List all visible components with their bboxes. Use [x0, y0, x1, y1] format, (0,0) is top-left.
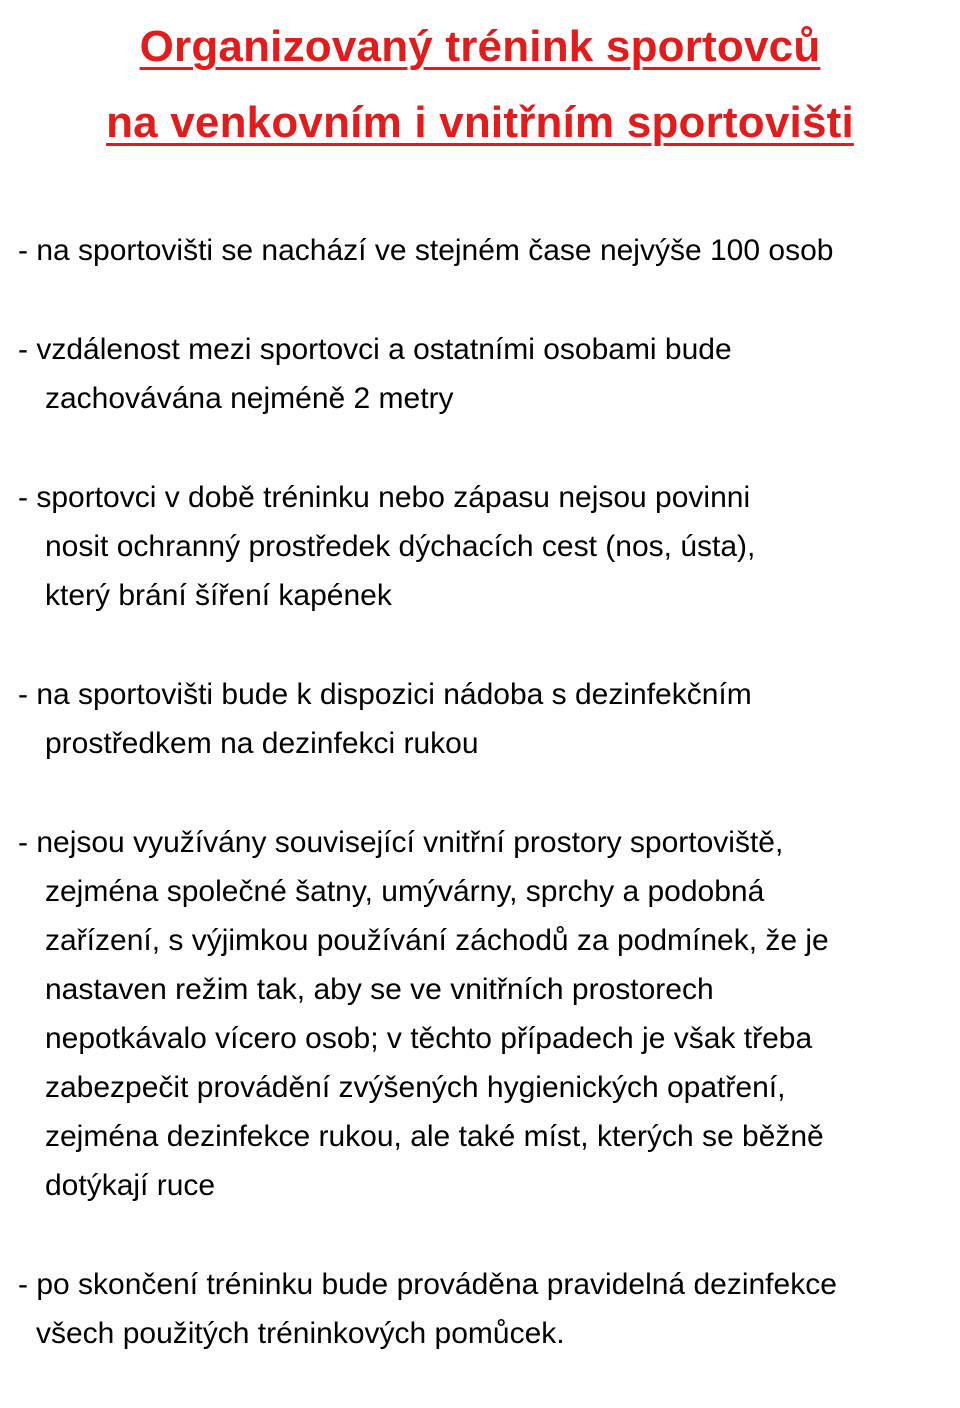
rule-line: zachovávána nejméně 2 metry	[45, 382, 454, 415]
rule-line: zejména dezinfekce rukou, ale také míst, kterých se běžně	[45, 1120, 824, 1153]
rule-line: - nejsou využívány související vnitřní prostory sportoviště,	[18, 826, 784, 859]
rule-item-distance	[18, 325, 958, 423]
title-line-2-text: na venkovním i vnitřním sportovišti	[106, 98, 854, 147]
rule-item-disinfection	[18, 670, 958, 768]
rule-line: - sportovci v době tréninku nebo zápasu nejsou povinni	[18, 481, 751, 514]
rules-list	[18, 226, 958, 1408]
rule-line: - na sportovišti se nachází ve stejném čase nejvýše 100 osob	[18, 234, 834, 267]
document-title-line-1	[0, 10, 960, 84]
rule-line: který brání šíření kapének	[45, 579, 392, 612]
rule-line: prostředkem na dezinfekci rukou	[45, 727, 479, 760]
rule-line: dotýkají ruce	[45, 1169, 216, 1202]
rule-line: nepotkávalo vícero osob; v těchto případech je však třeba	[45, 1022, 813, 1055]
rule-line: nastaven režim tak, aby se ve vnitřních prostorech	[45, 973, 714, 1006]
rule-line: všech použitých tréninkových pomůcek.	[36, 1317, 565, 1350]
rule-line: zabezpečit provádění zvýšených hygienických opatření,	[45, 1071, 786, 1104]
rule-line: - vzdálenost mezi sportovci a ostatními osobami bude	[18, 333, 732, 366]
rule-item-indoor-spaces	[18, 818, 958, 1210]
rule-line: - po skončení tréninku bude prováděna pravidelná dezinfekce	[18, 1268, 837, 1301]
title-line-1-text: Organizovaný trénink sportovců	[139, 22, 821, 71]
rule-item-capacity	[18, 226, 958, 275]
rule-line: nosit ochranný prostředek dýchacích cest (nos, ústa),	[45, 530, 756, 563]
rule-line: zařízení, s výjimkou používání záchodů za podmínek, že je	[45, 924, 829, 957]
rule-line: - na sportovišti bude k dispozici nádoba s dezinfekčním	[18, 678, 752, 711]
rule-item-equipment-disinfection	[18, 1260, 958, 1358]
rule-item-face-mask	[18, 473, 958, 620]
rule-line: zejména společné šatny, umývárny, sprchy a podobná	[45, 875, 765, 908]
document-title-line-2	[0, 86, 960, 160]
